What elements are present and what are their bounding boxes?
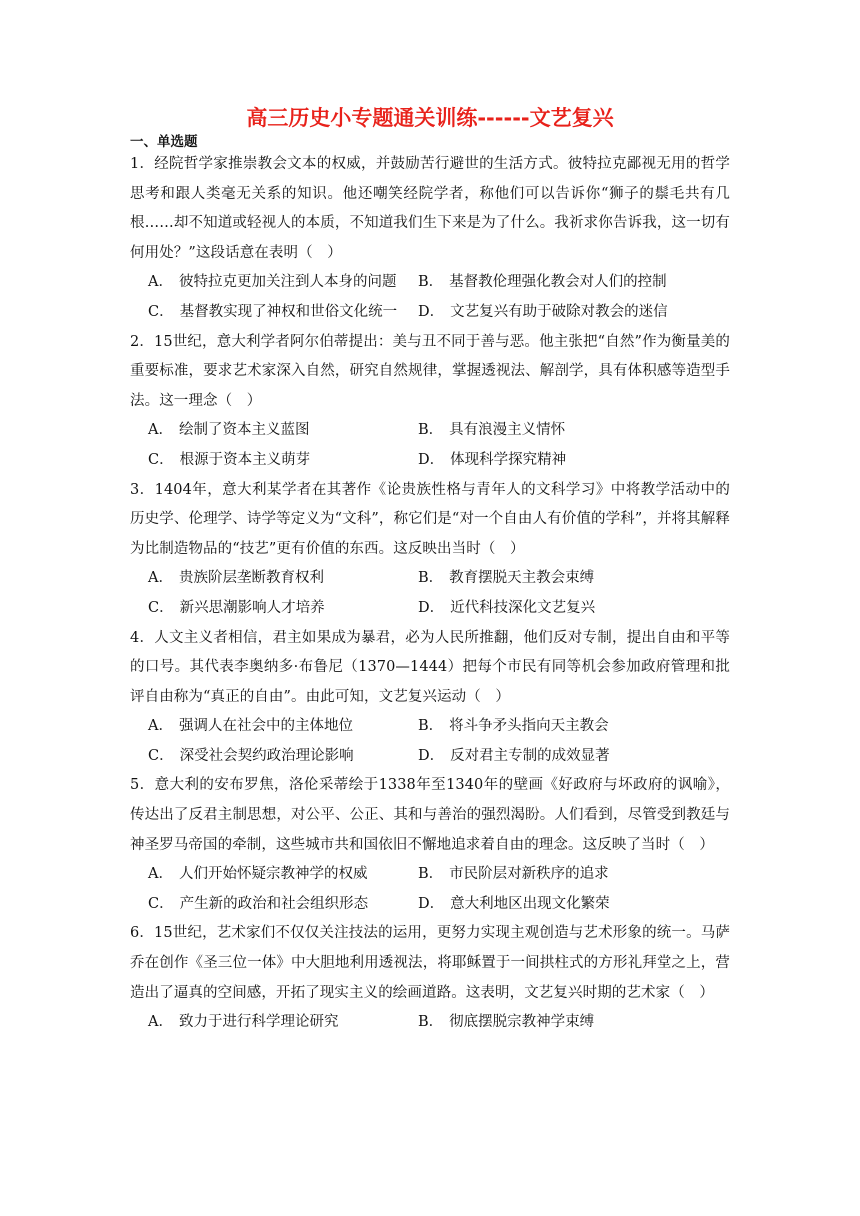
option-a	[148, 268, 418, 298]
question-6	[130, 919, 730, 1037]
option-label: C．	[148, 451, 174, 468]
option-label: D．	[418, 895, 445, 912]
option-label: C．	[148, 747, 174, 764]
option-label: C．	[148, 895, 174, 912]
option-text: 彼特拉克更加关注到人本身的问题	[178, 274, 397, 291]
option-list	[130, 712, 730, 771]
option-text: 产生新的政治和社会组织形态	[179, 895, 369, 912]
option-text: 意大利地区出现文化繁荣	[450, 895, 610, 912]
option-label: D．	[418, 451, 445, 468]
option-d	[418, 594, 718, 624]
option-label: C．	[148, 303, 174, 320]
question-stem: 2．15世纪，意大利学者阿尔伯蒂提出：美与丑不同于善与恶。他主张把“自然”作为衡量美的重要标准，要求艺术家深入自然，研究自然规律，掌握透视法、解剖学，具有体积感等造型手法。这一理念（ ）	[130, 333, 730, 409]
option-text: 近代科技深化文艺复兴	[450, 599, 596, 616]
option-text: 彻底摆脱宗教神学束缚	[449, 1014, 595, 1031]
option-a	[148, 1008, 418, 1038]
option-label: C．	[148, 599, 174, 616]
option-label: A．	[148, 570, 173, 587]
option-text: 体现科学探究精神	[450, 451, 567, 468]
option-list	[130, 1008, 730, 1038]
option-text: 文艺复兴有助于破除对教会的迷信	[450, 303, 668, 320]
option-text: 市民阶层对新秩序的追求	[449, 866, 609, 883]
question-3	[130, 476, 730, 624]
option-label: A．	[148, 718, 173, 735]
option-text: 反对君主专制的成效显著	[450, 747, 610, 764]
option-a	[148, 712, 418, 742]
option-label: B．	[418, 866, 444, 883]
question-stem: 6．15世纪，艺术家们不仅仅关注技法的运用，更努力实现主观创造与艺术形象的统一。马萨乔在创作《圣三位一体》中大胆地利用透视法，将耶稣置于一间拱柱式的方形礼拜堂之上，营造出了逼真的空间感，开拓了现实主义的绘画道路。这表明，文艺复兴时期的艺术家（ ）	[130, 925, 730, 1001]
option-text: 将斗争矛头指向天主教会	[449, 718, 609, 735]
option-b	[418, 268, 718, 298]
question-1	[130, 150, 730, 328]
option-c	[148, 742, 418, 772]
question-stem: 4．人文主义者相信，君主如果成为暴君，必为人民所推翻，他们反对专制，提出自由和平等的口号。其代表李奥纳多·布鲁尼（1370—1444）把每个市民有同等机会参加政府管理和批评自由称为“真正的自由”。由此可知，文艺复兴运动（ ）	[130, 629, 730, 705]
option-c	[148, 890, 418, 920]
option-a	[148, 416, 418, 446]
option-b	[418, 712, 718, 742]
option-text: 教育摆脱天主教会束缚	[449, 570, 595, 587]
option-a	[148, 860, 418, 890]
option-list	[130, 564, 730, 623]
option-label: D．	[418, 303, 445, 320]
option-text: 人们开始怀疑宗教神学的权威	[178, 866, 368, 883]
option-list	[130, 416, 730, 475]
option-c	[148, 298, 418, 328]
option-b	[418, 860, 718, 890]
question-stem: 3．1404年，意大利某学者在其著作《论贵族性格与青年人的文科学习》中将教学活动中的历史学、伦理学、诗学等定义为“文科”，称它们是“对一个自由人有价值的学科”，并将其解释为比制造物品的“技艺”更有价值的东西。这反映出当时（ ）	[130, 481, 730, 557]
option-text: 基督教实现了神权和世俗文化统一	[179, 303, 398, 320]
option-text: 绘制了资本主义蓝图	[178, 422, 310, 439]
question-2	[130, 328, 730, 476]
option-label: A．	[148, 866, 173, 883]
option-b	[418, 416, 718, 446]
option-text: 致力于进行科学理论研究	[178, 1014, 339, 1031]
question-5	[130, 771, 730, 919]
option-text: 深受社会契约政治理论影响	[179, 747, 354, 764]
option-d	[418, 446, 718, 476]
question-stem: 1．经院哲学家推崇教会文本的权威，并鼓励苦行避世的生活方式。彼特拉克鄙视无用的哲学思考和跟人类毫无关系的知识。他还嘲笑经院学者，称他们可以告诉你“狮子的鬃毛共有几根……却不知道或轻视人的本质，不知道我们生下来是为了什么。我祈求你告诉我，这一切有何用处？”这段话意在表明（ ）	[130, 156, 730, 261]
option-label: D．	[418, 747, 445, 764]
question-4	[130, 624, 730, 772]
option-text: 新兴思潮影响人才培养	[179, 599, 325, 616]
option-d	[418, 298, 718, 328]
option-list	[130, 860, 730, 919]
section-heading: 一、单选题	[130, 134, 198, 150]
option-text: 根源于资本主义萌芽	[179, 451, 311, 468]
option-label: A．	[148, 274, 173, 291]
question-list	[130, 150, 730, 1038]
option-c	[148, 446, 418, 476]
option-a	[148, 564, 418, 594]
option-text: 基督教伦理强化教会对人们的控制	[449, 274, 667, 291]
option-label: A．	[148, 422, 173, 439]
option-label: B．	[418, 570, 444, 587]
option-label: B．	[418, 718, 444, 735]
option-c	[148, 594, 418, 624]
option-label: B．	[418, 1014, 444, 1031]
question-stem: 5．意大利的安布罗焦，洛伦采蒂绘于1338年至1340年的壁画《好政府与坏政府的讽喻》，传达出了反君主制思想，对公平、公正、其和与善治的强烈渴盼。人们看到，尽管受到教廷与神圣罗马帝国的牵制，这些城市共和国依旧不懈地追求着自由的理念。这反映了当时（ ）	[130, 777, 730, 853]
option-label: B．	[418, 422, 444, 439]
document-title: 高三历史小专题通关训练------文艺复兴	[246, 106, 614, 130]
option-d	[418, 742, 718, 772]
option-b	[418, 1008, 718, 1038]
option-label: B．	[418, 274, 444, 291]
option-text: 贵族阶层垄断教育权利	[178, 570, 324, 587]
option-text: 强调人在社会中的主体地位	[178, 718, 353, 735]
option-b	[418, 564, 718, 594]
option-d	[418, 890, 718, 920]
option-list	[130, 268, 730, 327]
option-text: 具有浪漫主义情怀	[449, 422, 566, 439]
option-label: D．	[418, 599, 445, 616]
option-label: A．	[148, 1014, 173, 1031]
